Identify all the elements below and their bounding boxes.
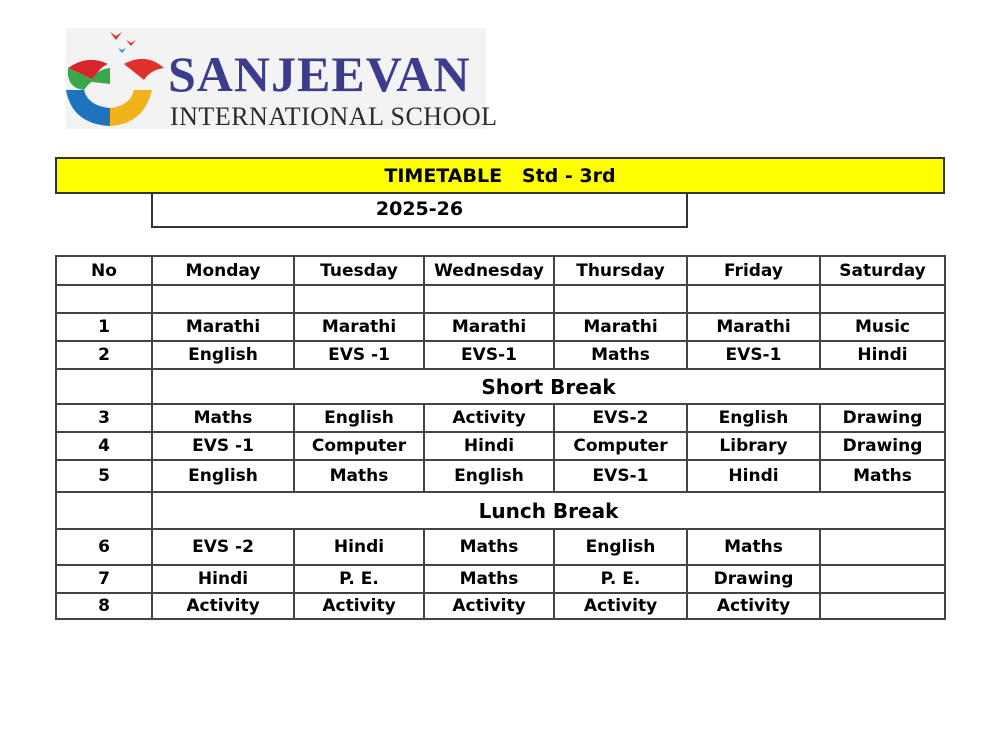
period-number: 1 [56,313,152,341]
lunch-break: Lunch Break [152,492,945,529]
period-row-4 [56,432,945,460]
period-cell-tuesday: P. E. [294,565,424,593]
period-cell-wednesday: Maths [424,565,554,593]
header-thursday: Thursday [554,256,687,285]
period-cell-thursday: Activity [554,593,687,619]
period-cell-friday: Hindi [687,460,820,492]
header-friday: Friday [687,256,820,285]
short-break-row [56,369,945,404]
period-cell-saturday: Maths [820,460,945,492]
header-wednesday: Wednesday [424,256,554,285]
period-row-1 [56,313,945,341]
break-no-cell [56,369,152,404]
period-cell-saturday [820,593,945,619]
period-number: 2 [56,341,152,369]
empty-cell [56,285,152,313]
period-cell-tuesday: English [294,404,424,432]
header-no: No [56,256,152,285]
period-cell-saturday [820,565,945,593]
period-cell-tuesday: Hindi [294,529,424,565]
header-saturday: Saturday [820,256,945,285]
period-cell-saturday: Music [820,313,945,341]
period-cell-saturday: Hindi [820,341,945,369]
period-row-5 [56,460,945,492]
period-cell-thursday: P. E. [554,565,687,593]
timetable-title: TIMETABLE Std - 3rd [384,164,616,187]
period-cell-saturday: Drawing [820,404,945,432]
period-cell-friday: EVS-1 [687,341,820,369]
empty-cell [424,285,554,313]
period-row-3 [56,404,945,432]
period-cell-friday: English [687,404,820,432]
period-cell-monday: EVS -2 [152,529,294,565]
header-monday: Monday [152,256,294,285]
period-cell-tuesday: Marathi [294,313,424,341]
period-cell-friday: Library [687,432,820,460]
header-tuesday: Tuesday [294,256,424,285]
period-number: 8 [56,593,152,619]
period-row-7 [56,565,945,593]
timetable-title-band [55,157,945,194]
empty-row [56,285,945,313]
period-cell-wednesday: Hindi [424,432,554,460]
period-cell-tuesday: EVS -1 [294,341,424,369]
period-cell-monday: EVS -1 [152,432,294,460]
period-cell-wednesday: Activity [424,593,554,619]
empty-cell [152,285,294,313]
period-number: 5 [56,460,152,492]
period-cell-thursday: Maths [554,341,687,369]
school-subtitle: INTERNATIONAL SCHOOL [170,102,498,131]
period-row-2 [56,341,945,369]
school-logo [66,28,498,131]
empty-cell [687,285,820,313]
period-cell-monday: Marathi [152,313,294,341]
short-break: Short Break [152,369,945,404]
period-cell-tuesday: Computer [294,432,424,460]
period-cell-thursday: English [554,529,687,565]
school-name: SANJEEVAN [168,46,471,102]
period-cell-friday: Drawing [687,565,820,593]
period-cell-wednesday: English [424,460,554,492]
logo-emblem-icon [66,28,166,129]
break-no-cell [56,492,152,529]
period-number: 7 [56,565,152,593]
period-cell-friday: Maths [687,529,820,565]
period-cell-tuesday: Maths [294,460,424,492]
period-row-6 [56,529,945,565]
period-cell-thursday: Computer [554,432,687,460]
period-cell-monday: Maths [152,404,294,432]
period-cell-saturday: Drawing [820,432,945,460]
academic-year: 2025-26 [151,192,688,228]
empty-cell [294,285,424,313]
period-cell-friday: Activity [687,593,820,619]
period-cell-wednesday: Maths [424,529,554,565]
empty-cell [554,285,687,313]
period-cell-monday: Activity [152,593,294,619]
period-cell-tuesday: Activity [294,593,424,619]
period-cell-wednesday: Activity [424,404,554,432]
header-row [56,256,945,285]
period-number: 3 [56,404,152,432]
period-cell-wednesday: EVS-1 [424,341,554,369]
timetable [55,255,946,620]
period-cell-saturday [820,529,945,565]
period-cell-monday: Hindi [152,565,294,593]
lunch-break-row [56,492,945,529]
period-cell-thursday: EVS-2 [554,404,687,432]
period-cell-friday: Marathi [687,313,820,341]
period-cell-thursday: EVS-1 [554,460,687,492]
period-cell-monday: English [152,460,294,492]
period-cell-monday: English [152,341,294,369]
period-row-8 [56,593,945,619]
empty-cell [820,285,945,313]
period-number: 6 [56,529,152,565]
period-cell-thursday: Marathi [554,313,687,341]
period-cell-wednesday: Marathi [424,313,554,341]
period-number: 4 [56,432,152,460]
